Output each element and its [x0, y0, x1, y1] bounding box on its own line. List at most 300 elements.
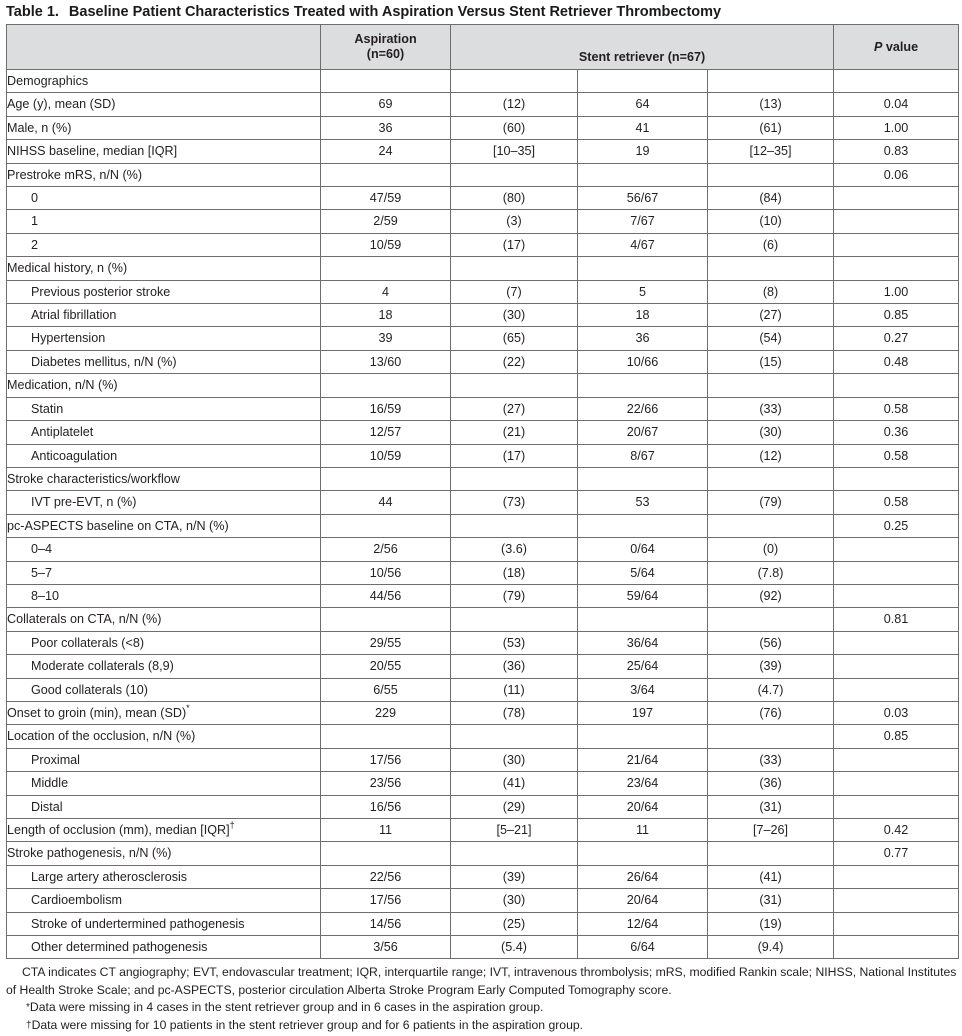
cell-stent-value: 20/64 — [578, 795, 708, 818]
cell-aspiration-dispersion: (53) — [451, 631, 578, 654]
cell-stent-value — [578, 514, 708, 537]
table-row — [7, 538, 959, 561]
table-row — [7, 467, 959, 490]
cell-aspiration-dispersion: (30) — [451, 748, 578, 771]
cell-stent-dispersion: (54) — [708, 327, 834, 350]
cell-aspiration-value: 16/56 — [321, 795, 451, 818]
cell-stent-value: 0/64 — [578, 538, 708, 561]
cell-p-value — [834, 865, 959, 888]
cell-stent-dispersion — [708, 725, 834, 748]
cell-p-value — [834, 631, 959, 654]
cell-p-value — [834, 210, 959, 233]
cell-aspiration-value: 17/56 — [321, 889, 451, 912]
cell-stent-value: 56/67 — [578, 187, 708, 210]
row-label — [7, 116, 321, 139]
row-label — [7, 936, 321, 959]
cell-stent-dispersion: (33) — [708, 397, 834, 420]
row-label — [7, 678, 321, 701]
table-row — [7, 701, 959, 724]
table-row — [7, 93, 959, 116]
cell-aspiration-dispersion: (3) — [451, 210, 578, 233]
footnote-abbreviations: CTA indicates CT angiography; EVT, endovascular treatment; IQR, interquartile range; IVT, intravenous thrombolysis; mRS, modified Rankin scale; NIHSS, National Institutes of Health Stroke Scale; and pc-ASPECTS, posterior circulation Alberta Stroke Program Early Computed Tomography score. — [6, 965, 957, 997]
cell-stent-dispersion: (15) — [708, 350, 834, 373]
row-label-text: Cardioembolism — [31, 893, 122, 908]
cell-aspiration-value — [321, 608, 451, 631]
table-row — [7, 795, 959, 818]
cell-p-value: 0.48 — [834, 350, 959, 373]
cell-aspiration-value: 69 — [321, 93, 451, 116]
row-label-text: Large artery atherosclerosis — [31, 869, 188, 884]
cell-aspiration-value — [321, 374, 451, 397]
cell-aspiration-value: 29/55 — [321, 631, 451, 654]
cell-p-value: 0.36 — [834, 421, 959, 444]
cell-stent-dispersion: (4.7) — [708, 678, 834, 701]
cell-stent-value: 41 — [578, 116, 708, 139]
cell-aspiration-dispersion — [451, 608, 578, 631]
row-label — [7, 795, 321, 818]
cell-p-value: 0.03 — [834, 701, 959, 724]
row-label-text: Good collaterals (10) — [31, 682, 148, 697]
cell-aspiration-value — [321, 257, 451, 280]
cell-aspiration-dispersion: (39) — [451, 865, 578, 888]
cell-p-value — [834, 772, 959, 795]
row-label-text: Atrial fibrillation — [31, 308, 117, 323]
cell-p-value — [834, 795, 959, 818]
cell-stent-dispersion — [708, 163, 834, 186]
cell-aspiration-dispersion: [5–21] — [451, 819, 578, 842]
row-label — [7, 187, 321, 210]
cell-stent-dispersion: (76) — [708, 701, 834, 724]
cell-aspiration-dispersion: (65) — [451, 327, 578, 350]
row-label — [7, 655, 321, 678]
header-characteristic — [7, 25, 321, 70]
cell-stent-value: 36 — [578, 327, 708, 350]
cell-aspiration-dispersion — [451, 374, 578, 397]
footnote-star — [6, 999, 958, 1017]
cell-stent-value: 18 — [578, 304, 708, 327]
cell-aspiration-value: 10/59 — [321, 233, 451, 256]
cell-stent-dispersion: (8) — [708, 280, 834, 303]
row-label-text: Medication, n/N (%) — [7, 378, 118, 393]
cell-stent-dispersion: [7–26] — [708, 819, 834, 842]
table-row — [7, 163, 959, 186]
row-label-text: Age (y), mean (SD) — [7, 97, 116, 112]
cell-stent-value — [578, 70, 708, 93]
cell-stent-dispersion: (7.8) — [708, 561, 834, 584]
cell-stent-value — [578, 467, 708, 490]
cell-aspiration-value: 23/56 — [321, 772, 451, 795]
cell-p-value — [834, 467, 959, 490]
row-label-text: Medical history, n (%) — [7, 261, 128, 276]
footnote-star-text: Data were missing in 4 cases in the stent retriever group and in 6 cases in the aspiration group. — [29, 1000, 544, 1015]
row-label-text: Stroke pathogenesis, n/N (%) — [7, 846, 172, 861]
cell-aspiration-value — [321, 725, 451, 748]
cell-stent-dispersion — [708, 70, 834, 93]
cell-p-value: 0.58 — [834, 491, 959, 514]
row-label — [7, 257, 321, 280]
footnote-dagger-mark: † — [26, 1019, 32, 1031]
cell-aspiration-value: 3/56 — [321, 936, 451, 959]
cell-aspiration-dispersion — [451, 257, 578, 280]
cell-aspiration-value: 44/56 — [321, 584, 451, 607]
row-label — [7, 421, 321, 444]
table-row — [7, 514, 959, 537]
cell-stent-dispersion: (92) — [708, 584, 834, 607]
cell-stent-value: 53 — [578, 491, 708, 514]
cell-p-value — [834, 584, 959, 607]
cell-stent-dispersion: (31) — [708, 889, 834, 912]
cell-aspiration-dispersion: (3.6) — [451, 538, 578, 561]
cell-aspiration-dispersion: (5.4) — [451, 936, 578, 959]
row-label — [7, 304, 321, 327]
row-label-text: Diabetes mellitus, n/N (%) — [31, 354, 177, 369]
cell-stent-dispersion: (36) — [708, 772, 834, 795]
table-body — [7, 70, 959, 959]
row-label-text: Prestroke mRS, n/N (%) — [7, 167, 143, 182]
row-label-text: Moderate collaterals (8,9) — [31, 659, 174, 674]
row-label-text: Stroke of undertermined pathogenesis — [31, 916, 245, 931]
cell-p-value: 0.85 — [834, 725, 959, 748]
header-aspiration — [321, 25, 451, 70]
row-label-text: Previous posterior stroke — [31, 284, 171, 299]
table-row — [7, 748, 959, 771]
row-label-text: Distal — [31, 799, 63, 814]
table-row — [7, 491, 959, 514]
row-label-text: Stroke characteristics/workflow — [7, 471, 180, 486]
cell-aspiration-dispersion: (12) — [451, 93, 578, 116]
cell-aspiration-dispersion — [451, 514, 578, 537]
cell-stent-value: 64 — [578, 93, 708, 116]
cell-p-value: 1.00 — [834, 116, 959, 139]
table-row — [7, 397, 959, 420]
cell-aspiration-value: 6/55 — [321, 678, 451, 701]
table-row — [7, 421, 959, 444]
cell-stent-value: 11 — [578, 819, 708, 842]
cell-stent-value: 25/64 — [578, 655, 708, 678]
cell-aspiration-dispersion: (78) — [451, 701, 578, 724]
cell-aspiration-dispersion — [451, 842, 578, 865]
cell-stent-dispersion: (31) — [708, 795, 834, 818]
cell-aspiration-dispersion: [10–35] — [451, 140, 578, 163]
cell-aspiration-dispersion: (7) — [451, 280, 578, 303]
cell-stent-dispersion: (79) — [708, 491, 834, 514]
cell-aspiration-dispersion: (60) — [451, 116, 578, 139]
row-label-text: IVT pre-EVT, n (%) — [31, 495, 137, 510]
row-label — [7, 725, 321, 748]
cell-p-value: 0.58 — [834, 444, 959, 467]
cell-stent-dispersion: (27) — [708, 304, 834, 327]
cell-aspiration-value: 44 — [321, 491, 451, 514]
cell-aspiration-value: 10/56 — [321, 561, 451, 584]
table-row — [7, 819, 959, 842]
cell-stent-dispersion — [708, 257, 834, 280]
row-label — [7, 444, 321, 467]
cell-stent-value: 4/67 — [578, 233, 708, 256]
cell-aspiration-value: 13/60 — [321, 350, 451, 373]
cell-stent-value: 3/64 — [578, 678, 708, 701]
row-label — [7, 397, 321, 420]
cell-aspiration-value — [321, 514, 451, 537]
header-p-rest: value — [882, 39, 919, 54]
cell-stent-dispersion: (19) — [708, 912, 834, 935]
cell-p-value — [834, 538, 959, 561]
cell-stent-value — [578, 608, 708, 631]
table-row — [7, 304, 959, 327]
cell-stent-dispersion: (84) — [708, 187, 834, 210]
cell-stent-dispersion: (12) — [708, 444, 834, 467]
cell-aspiration-value: 229 — [321, 701, 451, 724]
row-label — [7, 491, 321, 514]
cell-stent-value: 6/64 — [578, 936, 708, 959]
cell-stent-dispersion: (33) — [708, 748, 834, 771]
cell-stent-dispersion: [12–35] — [708, 140, 834, 163]
row-label — [7, 93, 321, 116]
cell-aspiration-value: 11 — [321, 819, 451, 842]
header-p-value — [834, 25, 959, 70]
row-label-text: 0 — [31, 191, 39, 206]
row-label-text: Other determined pathogenesis — [31, 940, 208, 955]
cell-p-value: 0.25 — [834, 514, 959, 537]
cell-stent-value: 23/64 — [578, 772, 708, 795]
cell-aspiration-value: 24 — [321, 140, 451, 163]
cell-stent-value: 36/64 — [578, 631, 708, 654]
cell-stent-dispersion: (9.4) — [708, 936, 834, 959]
cell-p-value — [834, 936, 959, 959]
cell-stent-value — [578, 163, 708, 186]
cell-aspiration-dispersion: (22) — [451, 350, 578, 373]
cell-stent-value: 21/64 — [578, 748, 708, 771]
row-label-text: Onset to groin (min), mean (SD) — [7, 705, 187, 720]
row-label — [7, 561, 321, 584]
cell-stent-dispersion — [708, 514, 834, 537]
row-label-text: Proximal — [31, 752, 80, 767]
cell-aspiration-value — [321, 70, 451, 93]
cell-stent-dispersion — [708, 608, 834, 631]
cell-p-value: 0.27 — [834, 327, 959, 350]
cell-aspiration-value: 2/56 — [321, 538, 451, 561]
table-row — [7, 140, 959, 163]
row-label-text: 0–4 — [31, 542, 53, 557]
cell-stent-dispersion: (6) — [708, 233, 834, 256]
cell-aspiration-dispersion: (29) — [451, 795, 578, 818]
row-label — [7, 772, 321, 795]
footnote-dagger-text: Data were missing for 10 patients in the stent retriever group and for 6 patients in the aspiration group. — [31, 1017, 584, 1032]
row-label-text: Anticoagulation — [31, 448, 118, 463]
row-label-text: Male, n (%) — [7, 120, 72, 135]
row-label — [7, 327, 321, 350]
cell-stent-value — [578, 842, 708, 865]
cell-p-value — [834, 70, 959, 93]
footnote-star-mark: * — [26, 1002, 30, 1014]
cell-aspiration-value: 20/55 — [321, 655, 451, 678]
row-label — [7, 842, 321, 865]
cell-aspiration-value: 12/57 — [321, 421, 451, 444]
row-label — [7, 140, 321, 163]
table-row — [7, 350, 959, 373]
cell-aspiration-value — [321, 467, 451, 490]
cell-stent-dispersion: (61) — [708, 116, 834, 139]
table-row — [7, 233, 959, 256]
cell-stent-value — [578, 725, 708, 748]
cell-p-value — [834, 561, 959, 584]
cell-aspiration-dispersion: (21) — [451, 421, 578, 444]
cell-stent-dispersion: (41) — [708, 865, 834, 888]
row-label — [7, 584, 321, 607]
table-row — [7, 116, 959, 139]
table-row — [7, 772, 959, 795]
cell-aspiration-dispersion — [451, 163, 578, 186]
table-row — [7, 280, 959, 303]
cell-aspiration-value: 16/59 — [321, 397, 451, 420]
table-row — [7, 678, 959, 701]
cell-p-value — [834, 678, 959, 701]
cell-p-value: 0.77 — [834, 842, 959, 865]
cell-aspiration-value: 47/59 — [321, 187, 451, 210]
cell-aspiration-value — [321, 163, 451, 186]
cell-stent-value: 26/64 — [578, 865, 708, 888]
cell-stent-value: 19 — [578, 140, 708, 163]
row-label-text: Location of the occlusion, n/N (%) — [7, 729, 196, 744]
row-label-text: 8–10 — [31, 588, 60, 603]
row-label-text: 2 — [31, 237, 39, 252]
cell-aspiration-value: 39 — [321, 327, 451, 350]
cell-stent-value — [578, 374, 708, 397]
cell-stent-dispersion: (39) — [708, 655, 834, 678]
row-label-text: Middle — [31, 776, 69, 791]
table-row — [7, 187, 959, 210]
cell-stent-value: 8/67 — [578, 444, 708, 467]
cell-stent-dispersion — [708, 374, 834, 397]
row-label — [7, 701, 321, 724]
cell-p-value: 0.58 — [834, 397, 959, 420]
row-label-text: Statin — [31, 401, 64, 416]
table-row — [7, 561, 959, 584]
row-label-text: Collaterals on CTA, n/N (%) — [7, 612, 162, 627]
row-label-text: Demographics — [7, 74, 89, 88]
cell-aspiration-value: 4 — [321, 280, 451, 303]
row-label-text: 1 — [31, 214, 39, 229]
table-row — [7, 912, 959, 935]
row-label — [7, 514, 321, 537]
cell-stent-value: 5/64 — [578, 561, 708, 584]
cell-aspiration-dispersion: (79) — [451, 584, 578, 607]
table-row — [7, 374, 959, 397]
table-row — [7, 327, 959, 350]
row-label — [7, 608, 321, 631]
row-label — [7, 819, 321, 842]
table-row — [7, 444, 959, 467]
cell-stent-dispersion: (56) — [708, 631, 834, 654]
table-row — [7, 865, 959, 888]
cell-aspiration-dispersion — [451, 467, 578, 490]
header-p-italic: P — [873, 39, 883, 54]
table-row — [7, 70, 959, 93]
table-row — [7, 257, 959, 280]
header-row — [7, 25, 959, 70]
cell-aspiration-value: 17/56 — [321, 748, 451, 771]
row-label-text: 5–7 — [31, 565, 53, 580]
cell-p-value — [834, 374, 959, 397]
cell-stent-value: 59/64 — [578, 584, 708, 607]
row-label-footnote-mark: † — [229, 820, 235, 830]
cell-aspiration-value: 36 — [321, 116, 451, 139]
cell-aspiration-dispersion: (18) — [451, 561, 578, 584]
cell-aspiration-value: 18 — [321, 304, 451, 327]
table-footnotes — [6, 964, 958, 1034]
cell-stent-value: 10/66 — [578, 350, 708, 373]
cell-stent-value — [578, 257, 708, 280]
table-row — [7, 584, 959, 607]
cell-aspiration-dispersion — [451, 725, 578, 748]
header-stent-retriever: Stent retriever (n=67) — [451, 25, 834, 70]
row-label-text: pc-ASPECTS baseline on CTA, n/N (%) — [7, 518, 229, 533]
cell-p-value — [834, 187, 959, 210]
row-label — [7, 748, 321, 771]
cell-stent-dispersion: (13) — [708, 93, 834, 116]
row-label — [7, 210, 321, 233]
table-row — [7, 631, 959, 654]
cell-stent-dispersion: (30) — [708, 421, 834, 444]
cell-aspiration-dispersion: (30) — [451, 889, 578, 912]
cell-p-value — [834, 748, 959, 771]
cell-stent-dispersion — [708, 467, 834, 490]
cell-stent-value: 20/64 — [578, 889, 708, 912]
cell-aspiration-dispersion: (17) — [451, 444, 578, 467]
row-label — [7, 374, 321, 397]
table-title: Baseline Patient Characteristics Treated with Aspiration Versus Stent Retriever Thrombectomy — [68, 4, 722, 20]
table-caption — [6, 4, 956, 20]
cell-aspiration-dispersion: (80) — [451, 187, 578, 210]
row-label — [7, 350, 321, 373]
row-label-text: Antiplatelet — [31, 425, 94, 440]
cell-p-value: 0.42 — [834, 819, 959, 842]
row-label-text: Poor collaterals (<8) — [31, 635, 145, 650]
table-number: Table 1. — [6, 4, 59, 20]
cell-aspiration-dispersion: (36) — [451, 655, 578, 678]
cell-p-value: 0.83 — [834, 140, 959, 163]
header-aspiration-title: Aspiration — [354, 32, 417, 46]
table-row — [7, 889, 959, 912]
row-label-text: Length of occlusion (mm), median [IQR] — [7, 823, 230, 837]
cell-stent-value: 7/67 — [578, 210, 708, 233]
cell-p-value: 0.81 — [834, 608, 959, 631]
cell-stent-value: 5 — [578, 280, 708, 303]
row-label — [7, 233, 321, 256]
baseline-characteristics-table — [6, 24, 959, 959]
table-row — [7, 936, 959, 959]
row-label — [7, 280, 321, 303]
cell-aspiration-dispersion: (27) — [451, 397, 578, 420]
cell-p-value: 0.85 — [834, 304, 959, 327]
table-row — [7, 725, 959, 748]
cell-aspiration-dispersion — [451, 70, 578, 93]
row-label-text: NIHSS baseline, median [IQR] — [7, 144, 178, 159]
cell-p-value — [834, 257, 959, 280]
cell-p-value — [834, 889, 959, 912]
cell-p-value: 1.00 — [834, 280, 959, 303]
cell-aspiration-dispersion: (30) — [451, 304, 578, 327]
cell-aspiration-dispersion: (25) — [451, 912, 578, 935]
row-label — [7, 889, 321, 912]
cell-p-value: 0.04 — [834, 93, 959, 116]
row-label — [7, 538, 321, 561]
cell-aspiration-value: 22/56 — [321, 865, 451, 888]
row-label-text: Hypertension — [31, 331, 106, 346]
cell-p-value — [834, 233, 959, 256]
cell-aspiration-value — [321, 842, 451, 865]
cell-aspiration-value: 10/59 — [321, 444, 451, 467]
cell-aspiration-value: 2/59 — [321, 210, 451, 233]
